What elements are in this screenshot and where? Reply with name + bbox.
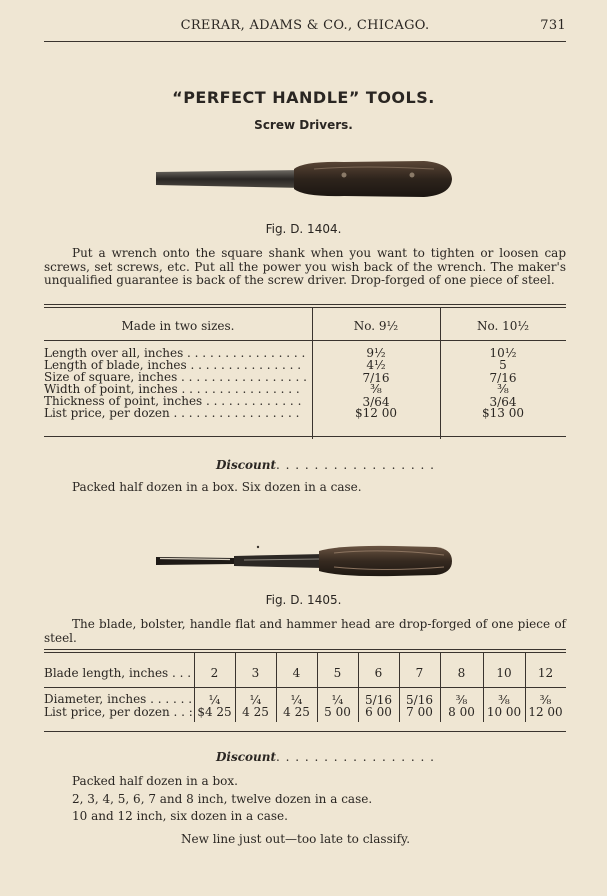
table1-header-label: Made in two sizes. bbox=[121, 319, 235, 333]
table2-diameter-cell: 5/16 bbox=[365, 693, 392, 707]
table1-value: 4½ bbox=[366, 358, 386, 372]
description-1404-text: Put a wrench onto the square shank when you want to tighten or loosen cap screws, set screws, etc. Put all the power you wish back of the wrench. The maker's unqualified guarantee is back of the screw driver. Drop-forged of one piece of steel. bbox=[44, 246, 566, 287]
description-1405-text: The blade, bolster, handle flat and hammer head are drop-forged of one piece of steel. bbox=[44, 617, 566, 645]
table2-row-label-price: List price, per dozen . . : bbox=[44, 705, 193, 719]
table2-price-cell: $4 25 bbox=[197, 705, 232, 719]
running-header bbox=[44, 18, 566, 40]
table2-header-rule bbox=[44, 687, 566, 688]
table2-size-cell: 4 bbox=[292, 666, 301, 680]
packing-line: 10 and 12 inch, six dozen in a case. bbox=[72, 809, 288, 823]
description-1404 bbox=[44, 247, 566, 288]
table2-size-cell: 3 bbox=[251, 666, 260, 680]
discount-dots: . . . . . . . . . . . . . . . . . bbox=[276, 750, 435, 764]
table2-diameter-cell: 5/16 bbox=[406, 693, 433, 707]
table2-diameter-cell: ¼ bbox=[249, 693, 262, 707]
table1-row-label: Length of blade, inches . . . . . . . . . . . . . . . bbox=[44, 358, 302, 372]
table2-price-cell: 7 00 bbox=[406, 705, 433, 719]
table2-diameter-cell: ¼ bbox=[208, 693, 221, 707]
packing-line: 2, 3, 4, 5, 6, 7 and 8 inch, twelve dozen in a case. bbox=[72, 792, 373, 806]
table2-row-label-diameter: Diameter, inches . . . . . . bbox=[44, 692, 193, 706]
table1-value: ⅜ bbox=[370, 382, 382, 396]
table1-row-label: Thickness of point, inches . . . . . . . . . . . . . bbox=[44, 394, 302, 408]
table2-price-cell: 4 25 bbox=[242, 705, 269, 719]
table1-value: 7/16 bbox=[489, 371, 517, 385]
table2-top-rule-a bbox=[44, 649, 566, 650]
table2-size-cell: 8 bbox=[457, 666, 466, 680]
table1-value: 9½ bbox=[366, 346, 386, 360]
table2-diameter-cell: ⅜ bbox=[455, 693, 468, 707]
figure-caption-1404: Fig. D. 1404. bbox=[265, 222, 342, 236]
table1-value: 5 bbox=[499, 358, 507, 372]
page-number: 731 bbox=[540, 18, 566, 33]
table2-price-cell: 12 00 bbox=[528, 705, 563, 719]
table2-size-cell: 6 bbox=[374, 666, 383, 680]
table2-diameter-cell: ⅜ bbox=[539, 693, 552, 707]
sizes-table-1405 bbox=[44, 652, 566, 730]
table2-size-cell: 2 bbox=[210, 666, 219, 680]
table1-header-rule bbox=[44, 340, 566, 341]
table2-diameter-cell: ¼ bbox=[331, 693, 344, 707]
table1-row-label: Length over all, inches . . . . . . . . . . . . . . . . bbox=[44, 346, 306, 360]
table2-price-cell: 10 00 bbox=[486, 705, 522, 719]
table1-header-col2: No. 10½ bbox=[476, 319, 530, 333]
table2-price-cell: 5 00 bbox=[324, 705, 351, 719]
table2-size-cell: 10 bbox=[496, 666, 512, 680]
table2-size-cell: 5 bbox=[333, 666, 342, 680]
table1-value: $12 00 bbox=[355, 406, 397, 420]
table1-value: 7/16 bbox=[362, 371, 390, 385]
discount-label: Discount bbox=[216, 750, 277, 764]
sizes-table-1404 bbox=[44, 307, 566, 439]
discount-label: Discount bbox=[216, 458, 277, 472]
table1-value: 10½ bbox=[489, 346, 517, 360]
table1-top-rule-a bbox=[44, 304, 566, 305]
section-subtitle: Screw Drivers. bbox=[254, 118, 353, 132]
table2-price-cell: 8 00 bbox=[448, 705, 475, 719]
footnote: New line just out—too late to classify. bbox=[181, 832, 411, 846]
table2-row-label-blade: Blade length, inches . . . bbox=[44, 666, 192, 680]
table1-row-label: Size of square, inches . . . . . . . . . . . . . . . . . bbox=[44, 370, 307, 384]
table1-row-label: Width of point, inches . . . . . . . . . . . . . . . . bbox=[44, 382, 300, 396]
table2-price-cell: 6 00 bbox=[365, 705, 392, 719]
table2-price-cell: 4 25 bbox=[283, 705, 310, 719]
discount-line-1405 bbox=[216, 750, 435, 764]
table2-size-cell: 12 bbox=[537, 666, 554, 680]
table1-bottom-rule bbox=[44, 436, 566, 437]
page-title: “PERFECT HANDLE” TOOLS. bbox=[172, 88, 435, 107]
table1-value: 3/64 bbox=[362, 395, 390, 409]
screwdriver-1405-illustration bbox=[154, 543, 454, 579]
table1-row-label: List price, per dozen . . . . . . . . . . . . . . . . . bbox=[44, 406, 300, 420]
table1-value: $13 00 bbox=[482, 406, 524, 420]
discount-dots: . . . . . . . . . . . . . . . . . bbox=[276, 458, 435, 472]
header-rule bbox=[44, 41, 566, 42]
running-head: CRERAR, ADAMS & CO., CHICAGO. bbox=[180, 18, 430, 33]
figure-caption-1405: Fig. D. 1405. bbox=[265, 593, 342, 607]
table2-diameter-cell: ⅜ bbox=[498, 693, 510, 707]
table1-header-col1: No. 9½ bbox=[353, 319, 399, 333]
description-1405 bbox=[44, 618, 566, 645]
table2-diameter-cell: ¼ bbox=[290, 693, 303, 707]
table1-value: ⅜ bbox=[497, 382, 509, 396]
table1-value: 3/64 bbox=[489, 395, 517, 409]
table2-size-cell: 7 bbox=[415, 666, 424, 680]
table2-bottom-rule bbox=[44, 731, 566, 732]
screwdriver-1404-illustration bbox=[154, 155, 454, 205]
packing-line: Packed half dozen in a box. bbox=[72, 774, 238, 788]
packing-info-1404: Packed half dozen in a box. Six dozen in a case. bbox=[72, 480, 362, 494]
discount-line-1404 bbox=[216, 458, 435, 472]
